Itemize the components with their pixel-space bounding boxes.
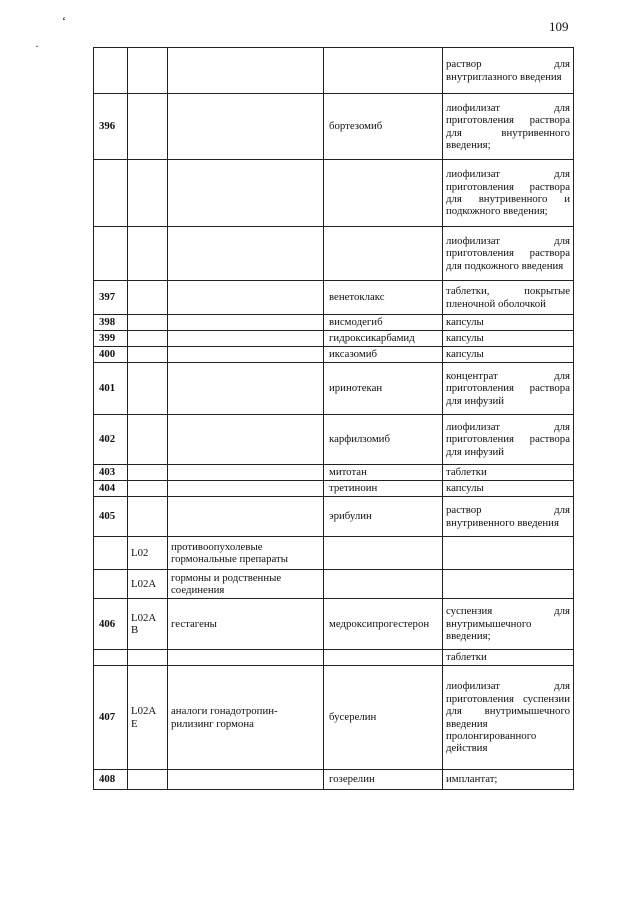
row-number: 404	[94, 481, 128, 497]
atc-code	[128, 331, 168, 347]
table-row	[94, 415, 574, 465]
medicine-table	[93, 47, 574, 790]
group-name	[168, 48, 324, 94]
row-number	[94, 570, 128, 599]
drug-name: бортезомиб	[324, 94, 443, 160]
dosage-form: таблетки	[443, 650, 574, 666]
dosage-form: лиофилизат для приготовления раствора для подкожного введения	[443, 227, 574, 281]
drug-name: эрибулин	[324, 497, 443, 537]
dosage-form: имплантат;	[443, 770, 574, 790]
group-name	[168, 770, 324, 790]
row-number: 399	[94, 331, 128, 347]
drug-name: митотан	[324, 465, 443, 481]
table-row	[94, 497, 574, 537]
dosage-form: лиофилизат для приготовления суспензии для внутримышечного введения пролонгированного действия	[443, 666, 574, 770]
atc-code	[128, 281, 168, 315]
group-name	[168, 481, 324, 497]
dosage-form: таблетки, покрытые пленочной оболочкой	[443, 281, 574, 315]
scan-mark: ·	[35, 39, 39, 53]
table-row	[94, 331, 574, 347]
dosage-form: раствор для внутриглазного введения	[443, 48, 574, 94]
group-name	[168, 227, 324, 281]
table-row	[94, 48, 574, 94]
atc-code: L02A E	[128, 666, 168, 770]
table-row	[94, 570, 574, 599]
atc-code: L02	[128, 537, 168, 570]
table-row	[94, 599, 574, 650]
atc-code	[128, 650, 168, 666]
atc-code: L02A	[128, 570, 168, 599]
table-row	[94, 160, 574, 227]
drug-name: третиноин	[324, 481, 443, 497]
group-name	[168, 650, 324, 666]
row-number	[94, 650, 128, 666]
drug-name	[324, 48, 443, 94]
drug-name: венетоклакс	[324, 281, 443, 315]
group-name	[168, 347, 324, 363]
row-number: 398	[94, 315, 128, 331]
dosage-form: суспензия для внутримышечного введения;	[443, 599, 574, 650]
group-name	[168, 331, 324, 347]
group-name	[168, 315, 324, 331]
group-name	[168, 497, 324, 537]
dosage-form: лиофилизат для приготовления раствора для внутривенного введения;	[443, 94, 574, 160]
row-number	[94, 48, 128, 94]
row-number	[94, 537, 128, 570]
group-name: гормоны и родственные соединения	[168, 570, 324, 599]
group-name	[168, 363, 324, 415]
group-name: противоопухолевые гормональные препараты	[168, 537, 324, 570]
atc-code	[128, 497, 168, 537]
table-row	[94, 465, 574, 481]
group-name	[168, 281, 324, 315]
table-row	[94, 650, 574, 666]
row-number	[94, 227, 128, 281]
drug-name: иринотекан	[324, 363, 443, 415]
table-row	[94, 315, 574, 331]
scan-mark: ‘	[62, 14, 66, 28]
dosage-form: раствор для внутривенного введения	[443, 497, 574, 537]
atc-code	[128, 227, 168, 281]
row-number: 401	[94, 363, 128, 415]
drug-name	[324, 650, 443, 666]
row-number: 400	[94, 347, 128, 363]
atc-code	[128, 347, 168, 363]
table-row	[94, 537, 574, 570]
drug-name: карфилзомиб	[324, 415, 443, 465]
table-row	[94, 281, 574, 315]
dosage-form	[443, 570, 574, 599]
dosage-form: капсулы	[443, 315, 574, 331]
drug-name	[324, 160, 443, 227]
atc-code	[128, 465, 168, 481]
table-body	[94, 48, 574, 790]
dosage-form: лиофилизат для приготовления раствора для внутривенного и подкожного введения;	[443, 160, 574, 227]
row-number: 402	[94, 415, 128, 465]
row-number: 403	[94, 465, 128, 481]
group-name	[168, 160, 324, 227]
dosage-form: концентрат для приготовления раствора для инфузий	[443, 363, 574, 415]
table-row	[94, 770, 574, 790]
table-row	[94, 363, 574, 415]
atc-code	[128, 415, 168, 465]
atc-code: L02A B	[128, 599, 168, 650]
table-row	[94, 347, 574, 363]
group-name	[168, 94, 324, 160]
drug-name	[324, 570, 443, 599]
row-number: 405	[94, 497, 128, 537]
table-row	[94, 481, 574, 497]
table-row	[94, 666, 574, 770]
group-name: гестагены	[168, 599, 324, 650]
drug-name	[324, 537, 443, 570]
row-number: 407	[94, 666, 128, 770]
drug-name: гозерелин	[324, 770, 443, 790]
table-row	[94, 227, 574, 281]
dosage-form: капсулы	[443, 347, 574, 363]
row-number: 396	[94, 94, 128, 160]
table-row	[94, 94, 574, 160]
row-number	[94, 160, 128, 227]
group-name	[168, 465, 324, 481]
row-number: 406	[94, 599, 128, 650]
dosage-form: капсулы	[443, 331, 574, 347]
dosage-form: лиофилизат для приготовления раствора для инфузий	[443, 415, 574, 465]
drug-name: висмодегиб	[324, 315, 443, 331]
drug-name: гидроксикарбамид	[324, 331, 443, 347]
atc-code	[128, 48, 168, 94]
drug-name	[324, 227, 443, 281]
drug-name: бусерелин	[324, 666, 443, 770]
atc-code	[128, 481, 168, 497]
atc-code	[128, 315, 168, 331]
group-name: аналоги гонадотропин-рилизинг гормона	[168, 666, 324, 770]
atc-code	[128, 160, 168, 227]
atc-code	[128, 770, 168, 790]
row-number: 397	[94, 281, 128, 315]
dosage-form: капсулы	[443, 481, 574, 497]
drug-name: медроксипрогестерон	[324, 599, 443, 650]
drug-name: иксазомиб	[324, 347, 443, 363]
group-name	[168, 415, 324, 465]
atc-code	[128, 94, 168, 160]
dosage-form: таблетки	[443, 465, 574, 481]
atc-code	[128, 363, 168, 415]
row-number: 408	[94, 770, 128, 790]
page-number: 109	[549, 19, 569, 34]
dosage-form	[443, 537, 574, 570]
